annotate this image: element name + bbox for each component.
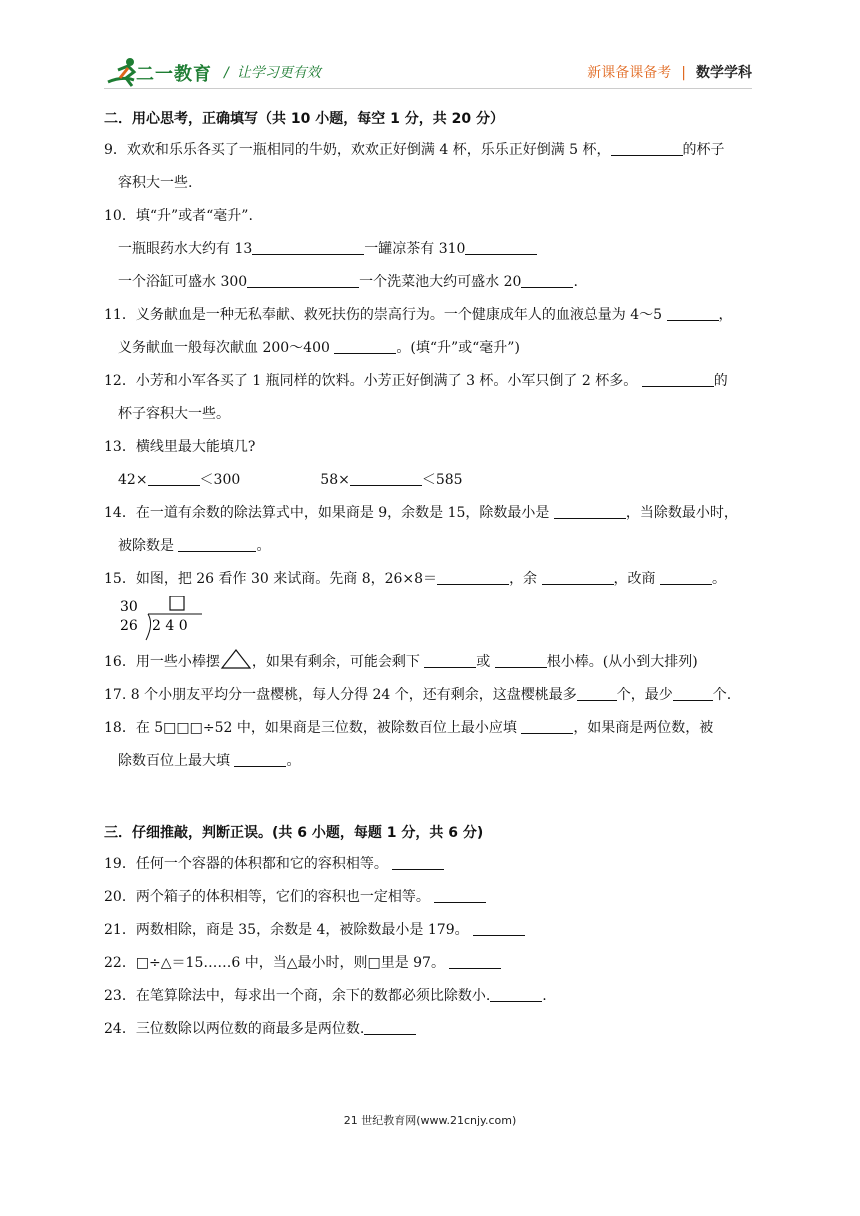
svg-text:26: 26 (120, 618, 138, 634)
answer-blank[interactable] (660, 568, 712, 585)
question-13: 13．横线里最大能填几? (104, 439, 256, 455)
question-16: 16．用一些小棒摆 ，如果有剩余，可能会剩下 或 根小棒。(从小到大排列) (104, 646, 764, 679)
long-division-figure (118, 596, 764, 646)
page-footer: 21 世纪教育网(www.21cnjy.com) (343, 1114, 517, 1127)
triangle-icon (220, 648, 252, 670)
section-3-title: 三．仔细推敲，判断正误。(共 6 小题，每题 1 分，共 6 分) (104, 825, 484, 841)
logo-text: 二一教育 (136, 64, 212, 85)
answer-blank[interactable] (350, 469, 422, 486)
question-11: 11．义务献血是一种无私奉献、救死扶伤的崇高行为。一个健康成年人的血液总量为 4～5 ， (104, 299, 764, 332)
header-divider (104, 88, 752, 89)
question-24: 24．三位数除以两位数的商最多是两位数. (104, 1013, 764, 1046)
answer-blank[interactable] (521, 271, 573, 288)
answer-blank[interactable] (247, 271, 359, 288)
answer-blank[interactable] (495, 651, 547, 668)
header-right: 新课备课备考 | 数学学科 (587, 65, 752, 81)
answer-blank[interactable] (554, 502, 626, 519)
svg-text:30: 30 (120, 599, 138, 615)
answer-blank[interactable] (434, 886, 486, 903)
division-bracket-icon (118, 596, 208, 646)
answer-blank[interactable] (490, 985, 542, 1002)
answer-blank[interactable] (148, 469, 200, 486)
answer-blank[interactable] (364, 1018, 416, 1035)
question-19: 19．任何一个容器的体积都和它的容积相等。 (104, 848, 764, 881)
question-22: 22．□÷△＝15……6 中，当△最小时，则□里是 97。 (104, 947, 764, 980)
answer-blank[interactable] (392, 853, 444, 870)
answer-blank[interactable] (473, 919, 525, 936)
section-2-title: 二．用心思考，正确填写（共 10 小题，每空 1 分，共 20 分） (104, 111, 504, 127)
question-21: 21．两数相除，商是 35，余数是 4，被除数最小是 179。 (104, 914, 764, 947)
answer-blank[interactable] (667, 304, 719, 321)
answer-blank[interactable] (424, 651, 476, 668)
answer-blank[interactable] (577, 684, 617, 701)
answer-blank[interactable] (234, 750, 286, 767)
answer-blank[interactable] (178, 535, 256, 552)
answer-blank[interactable] (437, 568, 509, 585)
question-12: 12．小芳和小军各买了 1 瓶同样的饮料。小芳正好倒满了 3 杯。小军只倒了 2 杯多。 的 (104, 365, 764, 398)
question-14: 14．在一道有余数的除法算式中，如果商是 9，余数是 15，除数最小是 ，当除数最小时， (104, 497, 764, 530)
question-17: 17. 8 个小朋友平均分一盘樱桃，每人分得 24 个，还有剩余，这盘樱桃最多 个，最少 个. (104, 679, 764, 712)
answer-blank[interactable] (611, 139, 683, 156)
svg-text:2 4 0: 2 4 0 (152, 618, 188, 634)
answer-blank[interactable] (642, 370, 714, 387)
question-18: 18．在 5□□□÷52 中，如果商是三位数，被除数百位上最小应填 ，如果商是两位数，被 (104, 712, 764, 745)
page-header (0, 0, 860, 100)
answer-blank[interactable] (465, 238, 537, 255)
worksheet: 二．用心思考，正确填写（共 10 小题，每空 1 分，共 20 分） 9．欢欢和乐乐各买了一瓶相同的牛奶，欢欢正好倒满 4 杯，乐乐正好倒满 5 杯， 的杯子 容积大一些. 10．填“升”或者“毫升”. 一瓶眼药水大约有 13 一罐凉茶有 310 一个浴缸可盛水 300 一个洗菜池大约可盛水 20 . 11．义务献血是一种无私奉献、救死扶伤的崇高行为。一个健康成年人的血液总量为 4～5 ， 义务献血一般每次献血 200～400 。(填“升”或“毫升”) 12．小芳和小军各买了 1 瓶同样的饮料。小芳正好倒满了 3 杯。小军只倒了 2 杯多。 的 杯子容积大一些。 13．横线里最大能填几? 42× ＜300 58× ＜585 14．在一道有余数的除法算式中，如果商是 9，余数是 15，除数最小是 ，当除数最小时， 被除数是 。 15．如图，把 26 看作 30 来试商。先商 8，26×8＝ ，余 ，改商 。 30 26 2 4 0 16．用一些小棒摆 ，如果有剩余，可能会剩下 或 根小棒。(从小到大排列) 17. 8 个小朋友平均分一盘樱桃，每人分得 24 个，还有剩余，这盘樱桃最多 个，最少 个. 18．在 5□□□÷52 中，如果商是三位数，被除数百位上最小应填 ，如果商是两位数，被 除数百位上最大填 。 三．仔细推敲，判断正误。(共 6 小题，每题 1 分，共 6 分) 19．任何一个容器的体积都和它的容积相等。 20．两个箱子的体积相等，它们的容积也一定相等。 21．两数相除，商是 35，余数是 4，被除数最小是 179。 22．□÷△＝15……6 中，当△最小时，则□里是 97。 23．在笔算除法中，每求出一个商，余下的数都必须比除数小. . 24．三位数除以两位数的商最多是两位数. (104, 104, 764, 1046)
question-23: 23．在笔算除法中，每求出一个商，余下的数都必须比除数小. . (104, 980, 764, 1013)
answer-blank[interactable] (673, 684, 713, 701)
answer-blank[interactable] (449, 952, 501, 969)
answer-blank[interactable] (542, 568, 614, 585)
question-20: 20．两个箱子的体积相等，它们的容积也一定相等。 (104, 881, 764, 914)
slogan: / 让学习更有效 (224, 65, 321, 81)
answer-blank[interactable] (252, 238, 364, 255)
answer-blank[interactable] (521, 717, 573, 734)
question-9: 9．欢欢和乐乐各买了一瓶相同的牛奶，欢欢正好倒满 4 杯，乐乐正好倒满 5 杯， 的杯子 (104, 134, 764, 167)
question-10: 10．填“升”或者“毫升”. (104, 208, 253, 224)
answer-blank[interactable] (334, 337, 396, 354)
question-15: 15．如图，把 26 看作 30 来试商。先商 8，26×8＝ ，余 ，改商 。 (104, 563, 764, 596)
